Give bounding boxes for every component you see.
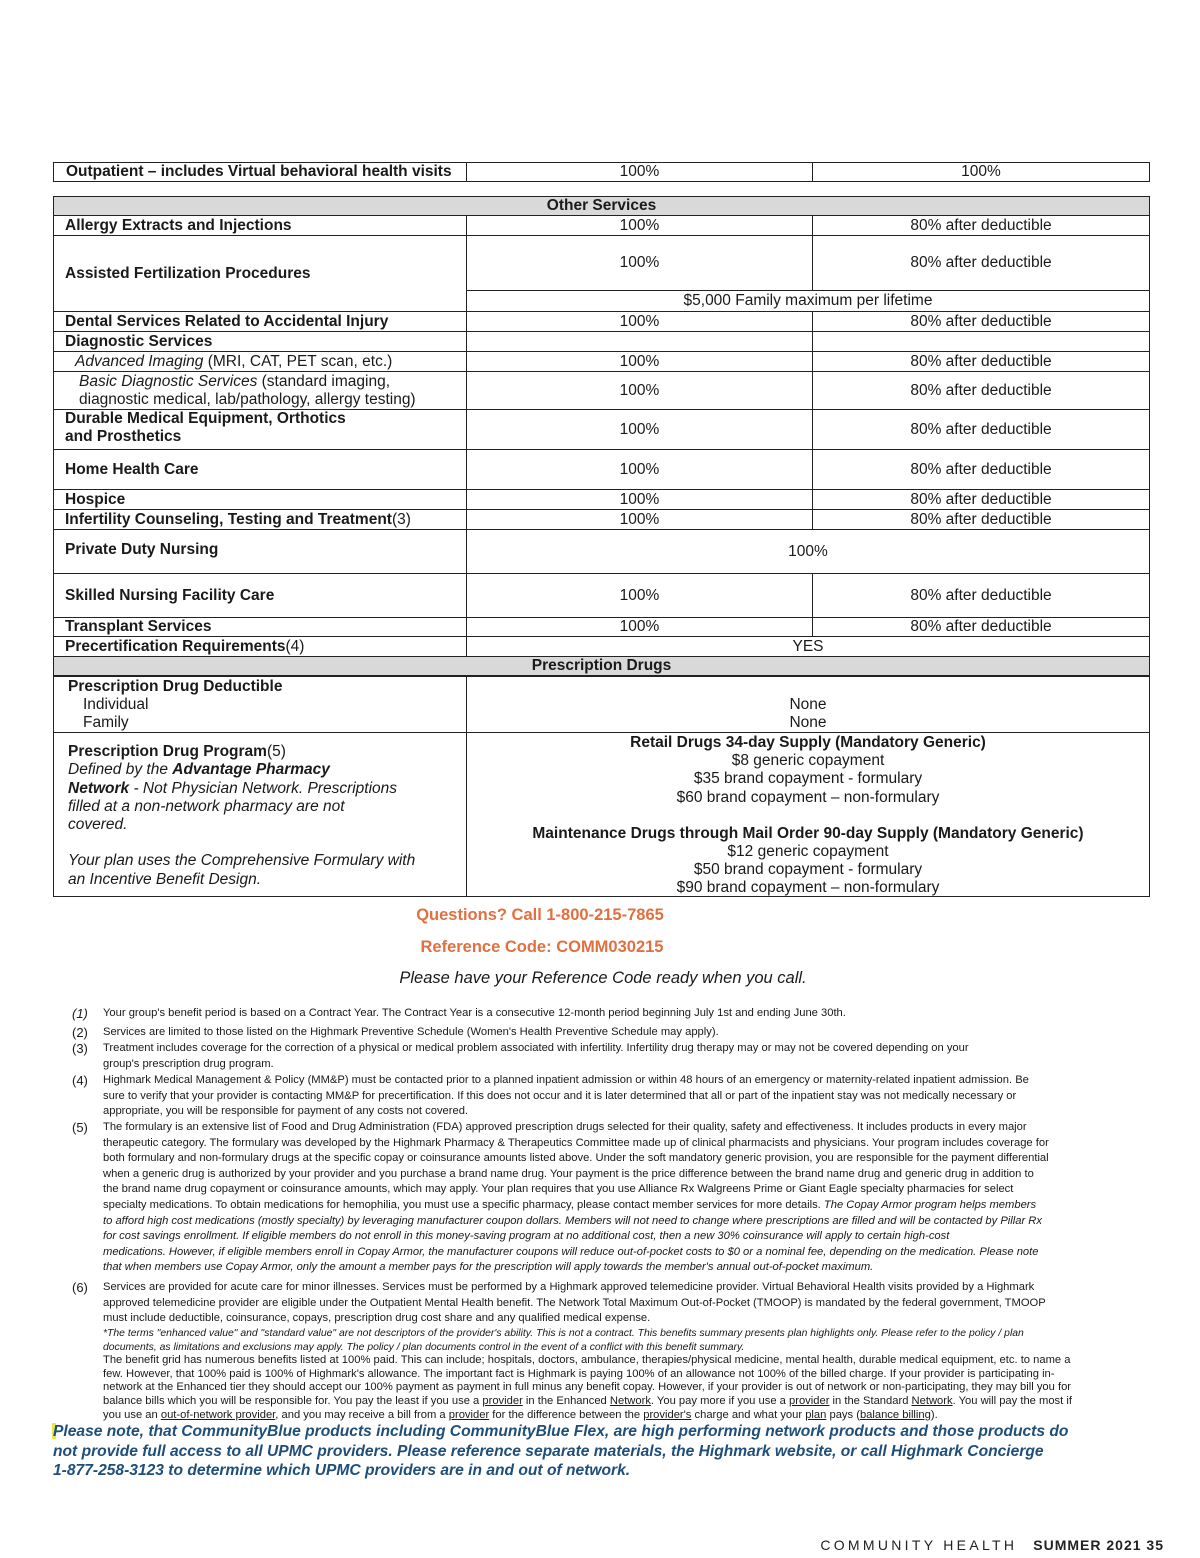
- disclaimer-text: balance bills which you will be responsible for. You pay the least if you use a: [103, 1394, 483, 1407]
- program-desc-2: - Not Physician Network. Prescriptions: [129, 779, 398, 797]
- footnote-line: appropriate, you will be responsible for payment of any costs not covered.: [103, 1105, 469, 1118]
- enhanced-value-text: 100%: [619, 618, 660, 635]
- standard-value: [813, 216, 1149, 235]
- standard-value: [813, 332, 1149, 351]
- table-row-precertification: [53, 636, 1150, 656]
- row-label: [54, 733, 467, 896]
- enhanced-value-text: 100%: [619, 420, 660, 438]
- glossary-link-provider[interactable]: provider: [789, 1394, 830, 1407]
- disclaimer-text: . You pay more if you use a: [650, 1394, 789, 1407]
- row-label-text: Prescription Drug Program: [68, 743, 267, 760]
- lifetime-maximum-note: [467, 291, 1149, 311]
- glossary-link-balance-billing[interactable]: balance billing: [859, 1408, 931, 1421]
- network-name-2: Network: [68, 779, 130, 797]
- enhanced-value: [467, 510, 813, 529]
- footnote-text: [103, 1120, 1118, 1276]
- row-label-text: Transplant Services: [65, 618, 212, 635]
- row-label-line2: diagnostic medical, lab/pathology, allergy testing): [79, 391, 416, 408]
- retail-line: $8 generic copayment: [731, 752, 885, 770]
- combined-value-text: 100%: [788, 542, 828, 560]
- footnote-number: (1): [72, 1006, 88, 1021]
- disclaimer-line: The benefit grid has numerous benefits listed at 100% paid. This can include; hospitals, doctors, ambulance, therapies/physical medicine, mental health, durable medical equipment, etc. to name a: [103, 1354, 1071, 1367]
- upmc-network-note: [53, 1422, 1153, 1481]
- program-desc-4: covered.: [68, 816, 128, 834]
- footnote-text: [103, 1073, 1118, 1120]
- disclaimer-text: in the Standard: [829, 1394, 912, 1407]
- enhanced-value-text: 100%: [619, 352, 660, 370]
- questions-phone: [300, 906, 780, 925]
- questions-phone-text: Questions? Call 1-800-215-7865: [416, 906, 664, 924]
- copay-armor-intro: The Copay Armor program helps members: [820, 1198, 1037, 1211]
- disclaimer-italic-line: documents, as limitations and exclusions may apply. The policy / plan documents control in the event of a conflict with this benefit summary.: [103, 1341, 745, 1353]
- enhanced-value-text: 100%: [619, 312, 660, 330]
- row-label-text: Infertility Counseling, Testing and Treatment: [65, 510, 392, 528]
- reference-code-text: Reference Code: COMM030215: [420, 938, 664, 956]
- standard-value-text: 80% after deductible: [910, 618, 1052, 635]
- row-label-rest: (standard imaging,: [257, 373, 391, 390]
- program-desc: Defined by the: [68, 761, 173, 779]
- row-label: [54, 574, 467, 617]
- table-row-outpatient: [53, 162, 1150, 182]
- combined-value: [467, 637, 1149, 656]
- copay-armor-line: medications. However, if eligible members enroll in Copay Armor, the manufacturer coupons will reduce out-of-pocket costs to $0 or a nominal fee, depending on the medication. Please note: [103, 1245, 1039, 1258]
- footnote-line: group's prescription drug program.: [103, 1057, 274, 1070]
- footnote-ref: (5): [266, 743, 286, 760]
- enhanced-value-text: 100%: [619, 460, 660, 478]
- footnote-number: (5): [72, 1120, 88, 1135]
- disclaimer-text: you use an: [103, 1408, 161, 1421]
- family-label: Family: [83, 714, 129, 731]
- row-label: [54, 236, 467, 311]
- enhanced-value-text: 100%: [619, 216, 660, 234]
- row-label-text: Hospice: [65, 490, 126, 508]
- disclaimer-text: charge and what your: [691, 1408, 806, 1421]
- standard-value: [813, 236, 1149, 291]
- standard-value-text: 80% after deductible: [910, 420, 1052, 438]
- footnote-number: (3): [72, 1041, 88, 1056]
- disclaimer-line: [103, 1409, 1148, 1423]
- footnote-number: (6): [72, 1280, 88, 1295]
- enhanced-value: [467, 163, 813, 181]
- standard-value: [813, 372, 1149, 409]
- standard-value-text: 80% after deductible: [910, 490, 1052, 508]
- footnote-line: sure to verify that your provider is contacting MM&P for precertification. If this does not occur and it is later determined that all or part of the inpatient stay was not medically necessary or: [103, 1089, 1017, 1102]
- disclaimer-line: network at the Enhanced tier they should accept our 100% payment as payment in full minus any benefit copay. However, if your provider is out of network or non-participating, they may bill you for: [103, 1381, 1072, 1394]
- section-title: Prescription Drugs: [531, 657, 672, 674]
- enhanced-value-text: 100%: [619, 163, 660, 180]
- footnote-line: therapeutic category. The formulary was developed by the Highmark Pharmacy & Therapeutics Committee made up of clinical pharmacists and physicians. Your program includes coverage for: [103, 1136, 1049, 1149]
- standard-value: [813, 163, 1149, 181]
- footnote-line: approved telemedicine provider are eligible under the Outpatient Mental Health benefit. The Network Total Maximum Out-of-Pocket (TMOOP) is mandated by the federal government, TMOOP: [103, 1296, 1046, 1309]
- standard-value: [813, 410, 1149, 449]
- combined-value: [467, 530, 1149, 573]
- program-desc-3: filled at a non-network pharmacy are not: [68, 797, 345, 815]
- footnote-number: (4): [72, 1073, 88, 1088]
- section-header-other-services: [53, 196, 1150, 216]
- disclaimer-italic-line: *The terms "enhanced value" and "standard value" are not descriptors of the provider's ability. This is not a contract. This benefits summary presents plan highlights only. Please refer to the policy / plan: [103, 1328, 1024, 1339]
- row-label-italic: Advanced Imaging: [75, 352, 204, 370]
- glossary-link-provider[interactable]: provider: [482, 1394, 523, 1407]
- glossary-link-out-of-network-provider[interactable]: out-of-network provider: [160, 1408, 276, 1421]
- row-label: [54, 216, 467, 235]
- enhanced-value: [467, 216, 813, 235]
- disclaimer-text: for the difference between the: [489, 1408, 644, 1421]
- row-label-text: Diagnostic Services: [65, 332, 213, 350]
- row-label: [54, 510, 467, 529]
- glossary-link-network[interactable]: Network: [911, 1394, 953, 1407]
- reference-reminder: [300, 969, 906, 988]
- enhanced-value: [467, 236, 813, 291]
- disclaimer-line: few. However, that 100% paid is 100% of Highmark's allowance. The important fact is Highmark is paying 100% of an allowance not 100% of the billed charge. If your provider is participating in-: [103, 1367, 1055, 1380]
- footnote-text: Services are limited to those listed on the Highmark Preventive Schedule (Women's Health Preventive Schedule may apply).: [103, 1026, 719, 1038]
- enhanced-value: [467, 372, 813, 409]
- table-row-basic-diagnostic: [53, 371, 1150, 409]
- copay-armor-line: for cost savings enrollment. If eligible members do not enroll in this money-saving program at no additional cost, then a new 30% coinsurance will apply to certain high-cost: [103, 1230, 950, 1243]
- table-row-advanced-imaging: [53, 351, 1150, 371]
- row-label: [54, 490, 467, 509]
- standard-value-text: 80% after deductible: [910, 381, 1052, 399]
- enhanced-value-text: 100%: [619, 381, 660, 399]
- row-label: [54, 677, 467, 732]
- glossary-link-plan[interactable]: plan: [805, 1408, 827, 1421]
- glossary-link-provider[interactable]: provider's: [643, 1408, 692, 1421]
- table-row-hospice: [53, 489, 1150, 509]
- mail-order-line: $90 brand copayment – non-formulary: [676, 879, 940, 897]
- footnote-line: Highmark Medical Management & Policy (MM&P) must be contacted prior to a planned inpatient admission or within 48 hours of an emergency or maternity-related inpatient admission. Be: [103, 1074, 1029, 1086]
- footnote-line: specialty medications. To obtain medications for hemophilia, you must use a specific pharmacy, please contact member services for more details.: [103, 1198, 821, 1211]
- section-title: Other Services: [546, 197, 657, 214]
- footnote-line: Treatment includes coverage for the correction of a physical or medical problem associated with infertility. Infertility drug therapy may or may not be covered depending on your: [103, 1042, 969, 1054]
- table-row-allergy: [53, 215, 1150, 235]
- standard-value-text: 80% after deductible: [910, 312, 1052, 330]
- standard-value: [813, 312, 1149, 331]
- table-row-rx-program: [53, 732, 1150, 897]
- row-label-text: Allergy Extracts and Injections: [65, 216, 292, 234]
- disclaimer-text: , and you may receive a bill from a: [275, 1408, 449, 1421]
- reference-code: [300, 938, 784, 957]
- row-label: [54, 450, 467, 489]
- row-label-text: Outpatient – includes Virtual behavioral health visits: [66, 163, 452, 180]
- row-label-italic: Basic Diagnostic Services: [79, 373, 258, 390]
- family-deductible-value: None: [789, 714, 827, 731]
- footnote-line: both formulary and non-formulary drugs at the specific copay or coinsurance amounts listed above. Under the soft mandatory generic provision, you are responsible for the payment differential: [103, 1152, 1049, 1165]
- disclaimer-text: pays (: [826, 1408, 860, 1421]
- row-label: [54, 530, 467, 573]
- footnote-text: [103, 1041, 1118, 1072]
- row-label-text: Dental Services Related to Accidental Injury: [65, 312, 389, 330]
- issue-page-number: SUMMER 2021 35: [1033, 1537, 1164, 1553]
- mail-order-line: $12 generic copayment: [727, 843, 889, 861]
- standard-value: [813, 450, 1149, 489]
- table-row-home-health: [53, 449, 1150, 489]
- standard-value-text: 80% after deductible: [910, 254, 1052, 271]
- table-row-infertility: [53, 509, 1150, 529]
- enhanced-value-text: 100%: [619, 510, 660, 528]
- disclaimer-text: . You will pay the most if: [952, 1394, 1072, 1407]
- row-label-text: Home Health Care: [65, 460, 199, 478]
- glossary-link-provider[interactable]: provider: [448, 1408, 490, 1421]
- table-row-skilled-nursing: [53, 573, 1150, 617]
- footnote-line: when a generic drug is authorized by your provider and you purchase a brand name drug. Your payment is the price difference between the brand name drug and generic drug in addition to: [103, 1167, 1034, 1180]
- program-desc-5: Your plan uses the Comprehensive Formulary with: [68, 852, 416, 870]
- enhanced-value: [467, 352, 813, 371]
- footnote-text: Your group's benefit period is based on a Contract Year. The Contract Year is a consecutive 12-month period beginning July 1st and ending June 30th.: [103, 1007, 846, 1019]
- row-label-text: Precertification Requirements: [65, 637, 286, 655]
- table-row-assisted-fertilization: [53, 235, 1150, 311]
- copay-armor-line: to afford high cost medications (mostly specialty) by leveraging manufacturer coupon dollars. Members will not need to change where prescriptions are filled and will be contacted by Pillar Rx: [103, 1214, 1042, 1227]
- mail-order-line: $50 brand copayment - formulary: [693, 861, 923, 879]
- enhanced-value: [467, 574, 813, 617]
- standard-value: [813, 490, 1149, 509]
- copay-armor-line: that when members use Copay Armor, only the amount a member pays for the prescription will apply towards the member's annual out-of-pocket maximum.: [103, 1261, 874, 1274]
- enhanced-value: [467, 332, 813, 351]
- individual-label: Individual: [83, 696, 149, 713]
- footnote-line: Services are provided for acute care for minor illnesses. Services must be performed by a Highmark approved telemedicine provider. Virtual Behavioral Health visits provided by a Highmark: [103, 1281, 1035, 1293]
- row-label-text: Durable Medical Equipment, Orthotics: [65, 410, 346, 427]
- upmc-note-line: 1-877-258-3123 to determine which UPMC providers are in and out of network.: [53, 1462, 631, 1480]
- enhanced-value-text: 100%: [619, 586, 660, 604]
- network-name: Advantage Pharmacy: [172, 761, 330, 779]
- row-label: [54, 372, 467, 409]
- table-row-private-duty-nursing: [53, 529, 1150, 573]
- row-label: [54, 163, 467, 181]
- row-label-text: Private Duty Nursing: [65, 540, 219, 558]
- standard-value-text: 80% after deductible: [910, 352, 1052, 370]
- table-row-transplant: [53, 617, 1150, 636]
- standard-value-text: 80% after deductible: [910, 216, 1052, 234]
- reference-reminder-text: Please have your Reference Code ready when you call.: [399, 969, 807, 987]
- row-label: [54, 332, 467, 351]
- standard-value-text: 80% after deductible: [910, 510, 1052, 528]
- upmc-note-line: Please note, that CommunityBlue products including CommunityBlue Flex, are high performing network products and those products do: [53, 1423, 1069, 1440]
- magazine-name: COMMUNITY HEALTH: [820, 1537, 1018, 1553]
- table-row-dental: [53, 311, 1150, 331]
- retail-line: $35 brand copayment - formulary: [693, 770, 923, 788]
- row-label: [54, 637, 467, 656]
- footnote-line: the brand name drug copayment or coinsurance amounts, which may apply. Your plan requires that you use Alliance Rx Walgreens Prime or Giant Eagle specialty pharmacies for select: [103, 1183, 1014, 1196]
- row-label: [54, 352, 467, 371]
- standard-value: [813, 574, 1149, 617]
- table-row-dme: [53, 409, 1150, 449]
- footnote-ref: (4): [285, 637, 305, 655]
- disclaimer-line: [103, 1395, 1148, 1409]
- standard-value: [813, 618, 1149, 636]
- mail-order-title: Maintenance Drugs through Mail Order 90-day Supply (Mandatory Generic): [532, 824, 1084, 842]
- enhanced-value-text: 100%: [619, 490, 660, 508]
- upmc-note-line: not provide full access to all UPMC providers. Please reference separate materials, the Highmark website, or call Highmark Concierge: [53, 1442, 1044, 1460]
- enhanced-value: [467, 490, 813, 509]
- combined-value-text: YES: [792, 637, 824, 655]
- standard-value-text: 100%: [961, 163, 1001, 180]
- footnote-line: must include deductible, coinsurance, copays, prescription drug cost share and any qualified medical expense.: [103, 1312, 651, 1325]
- enhanced-value: [467, 450, 813, 489]
- section-header-prescription-drugs: [53, 656, 1150, 676]
- retail-title: Retail Drugs 34-day Supply (Mandatory Generic): [630, 734, 986, 751]
- lifetime-maximum-text: $5,000 Family maximum per lifetime: [683, 292, 933, 309]
- standard-value: [813, 510, 1149, 529]
- row-label-text: Prescription Drug Deductible: [68, 678, 283, 695]
- glossary-link-network[interactable]: Network: [609, 1394, 651, 1407]
- standard-value-text: 80% after deductible: [910, 586, 1052, 604]
- footnote-ref: (3): [391, 510, 411, 528]
- footnote-number: (2): [72, 1025, 88, 1040]
- row-label-text: Assisted Fertilization Procedures: [65, 264, 311, 282]
- row-label: [54, 312, 467, 331]
- row-label: [54, 618, 467, 636]
- enhanced-value-text: 100%: [619, 254, 660, 271]
- standard-value: [813, 352, 1149, 371]
- row-label-line2: and Prosthetics: [65, 428, 182, 445]
- disclaimer: [103, 1327, 1148, 1422]
- row-label-text: Skilled Nursing Facility Care: [65, 586, 275, 604]
- table-row-rx-deductible: [53, 676, 1150, 732]
- individual-deductible-value: None: [789, 696, 827, 713]
- retail-line: $60 brand copayment – non-formulary: [676, 788, 940, 806]
- disclaimer-text: ).: [930, 1408, 938, 1421]
- page-footer: [760, 1537, 1164, 1553]
- row-label: [54, 410, 467, 449]
- row-label-rest: (MRI, CAT, PET scan, etc.): [203, 352, 393, 370]
- program-desc-6: an Incentive Benefit Design.: [68, 870, 262, 888]
- rx-program-values: [467, 733, 1149, 896]
- enhanced-value: [467, 618, 813, 636]
- deductible-values: [467, 677, 1149, 732]
- table-row-diagnostic-services: [53, 331, 1150, 351]
- footnote-line: The formulary is an extensive list of Food and Drug Administration (FDA) approved prescription drugs selected for their quality, safety and effectiveness. It includes products in every major: [103, 1121, 1027, 1133]
- enhanced-value: [467, 410, 813, 449]
- standard-value-text: 80% after deductible: [910, 460, 1052, 478]
- footnote-text: [103, 1280, 1118, 1327]
- enhanced-value: [467, 312, 813, 331]
- disclaimer-text: in the Enhanced: [522, 1394, 610, 1407]
